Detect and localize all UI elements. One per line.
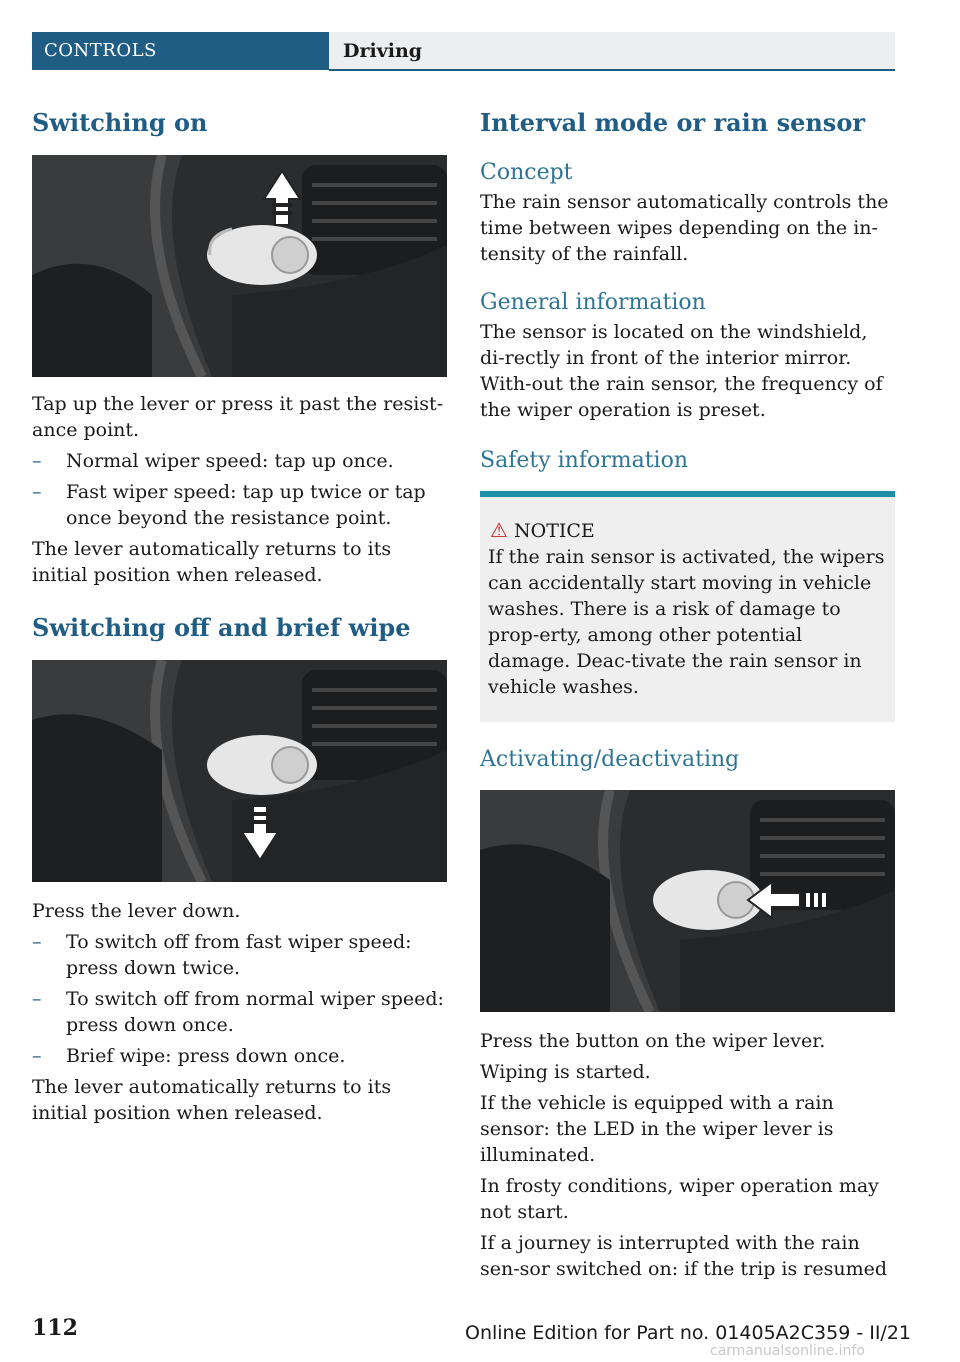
switching-on-list xyxy=(32,448,447,531)
activating-paragraph: If a journey is interrupted with the rain sen‐sor switched on: if the trip is resumed xyxy=(480,1232,888,1280)
heading-activating-deactivating: Activating/deactivating xyxy=(480,747,740,772)
wiper-lever-down-illustration xyxy=(32,660,447,882)
switching-on-outro: The lever automatically returns to its initial position when released. xyxy=(32,538,392,586)
page-header xyxy=(32,32,895,70)
wiper-lever-down-photo xyxy=(32,660,447,882)
list-item: – Fast wiper speed: tap up twice or tap once beyond the resistance point. xyxy=(32,481,426,529)
heading-general-information: General information xyxy=(480,290,706,315)
watermark: carmanualsonline.info xyxy=(710,1343,865,1359)
edition-footer: Online Edition for Part no. 01405A2C359 - II/21 xyxy=(465,1322,912,1344)
heading-safety-information: Safety information xyxy=(480,448,688,473)
notice-text: If the rain sensor is activated, the wipers can accidentally start moving in vehicle washes. There is a risk of damage to prop‐erty, among other potential damage. Deac‐tivate the rain sensor in vehicle washes. xyxy=(488,546,885,698)
page-number: 112 xyxy=(32,1315,78,1341)
list-item: – Brief wipe: press down once. xyxy=(32,1045,346,1067)
list-item: – Normal wiper speed: tap up once. xyxy=(32,450,394,472)
heading-interval-mode: Interval mode or rain sensor xyxy=(480,108,865,137)
wiper-lever-up-photo xyxy=(32,155,447,377)
list-item: – To switch off from normal wiper speed: press down once. xyxy=(32,988,444,1036)
heading-concept: Concept xyxy=(480,160,573,185)
switching-off-list xyxy=(32,929,447,1069)
activating-paragraph: In frosty conditions, wiper operation may not start. xyxy=(480,1175,879,1223)
switching-on-intro: Tap up the lever or press it past the resist‐ance point. xyxy=(32,393,444,441)
switching-off-outro: The lever automatically returns to its initial position when released. xyxy=(32,1076,392,1124)
left-column xyxy=(32,105,447,1126)
section-label: CONTROLS xyxy=(32,32,329,70)
heading-switching-off: Switching off and brief wipe xyxy=(32,613,411,642)
wiper-lever-up-illustration xyxy=(32,155,447,377)
general-information-text: The sensor is located on the windshield, di‐rectly in front of the interior mirror. With‐out the rain sensor, the frequency of the wiper operation is preset. xyxy=(480,321,883,421)
warning-triangle-icon: ⚠ xyxy=(490,518,508,542)
notice-box xyxy=(480,491,895,722)
chapter-label: Driving xyxy=(329,32,895,70)
activating-paragraph: Wiping is started. xyxy=(480,1061,651,1083)
list-item: – To switch off from fast wiper speed: press down twice. xyxy=(32,931,412,979)
header-divider xyxy=(329,69,895,71)
heading-switching-on: Switching on xyxy=(32,108,208,137)
right-column xyxy=(480,105,895,1282)
concept-text: The rain sensor automatically controls the time between wipes depending on the in‐tensity of the rainfall. xyxy=(480,191,889,265)
notice-title: ⚠ NOTICE xyxy=(490,518,595,542)
switching-off-intro: Press the lever down. xyxy=(32,900,241,922)
wiper-button-illustration xyxy=(480,790,895,1012)
activating-paragraph: If the vehicle is equipped with a rain sensor: the LED in the wiper lever is illuminated. xyxy=(480,1092,834,1166)
wiper-button-press-photo xyxy=(480,790,895,1012)
activating-paragraph: Press the button on the wiper lever. xyxy=(480,1030,826,1052)
